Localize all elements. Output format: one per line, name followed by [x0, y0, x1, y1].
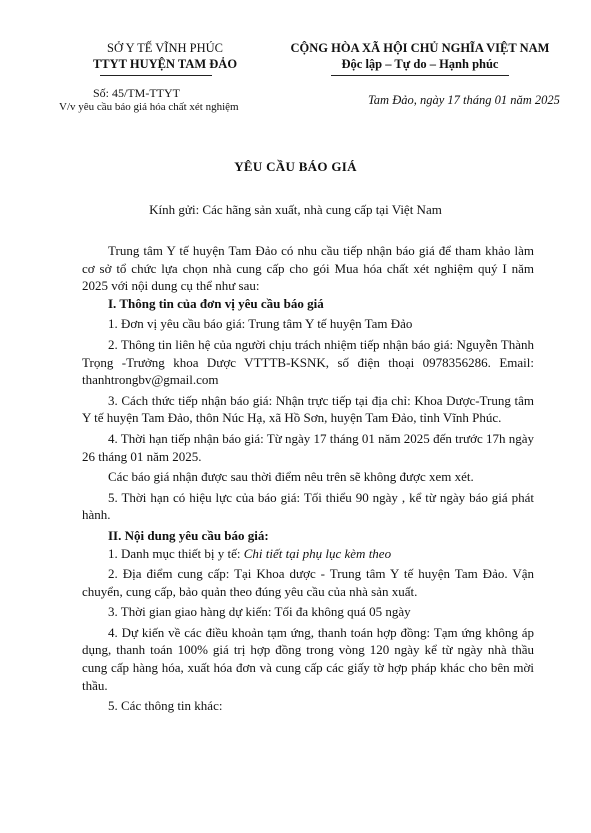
section-2-item-1-label: 1. Danh mục thiết bị y tế: — [108, 545, 244, 561]
document-date: Tam Đảo, ngày 17 tháng 01 năm 2025 — [368, 93, 560, 107]
section-2-item-5: 5. Các thông tin khác: — [108, 698, 223, 714]
section-1-item-4: 4. Thời hạn tiếp nhận báo giá: Từ ngày 17 tháng 01 năm 2025 đến trước 17h ngày 26 tháng 01 năm 2025. — [82, 430, 534, 464]
department-name: SỞ Y TẾ VĨNH PHÚC — [107, 41, 223, 55]
section-1-item-3: 3. Cách thức tiếp nhận báo giá: Nhận trực tiếp tại địa chỉ: Khoa Dược-Trung tâm Y tế huyện Tam Đảo, thôn Núc Hạ, xã Hồ Sơn, huyện Tam Đảo, tỉnh Vĩnh Phúc. — [82, 392, 534, 426]
document-title: YÊU CẦU BÁO GIÁ — [234, 159, 357, 174]
national-motto: Độc lập – Tự do – Hạnh phúc — [341, 57, 499, 71]
intro-paragraph: Trung tâm Y tế huyện Tam Đảo có nhu cầu tiếp nhận báo giá để tham khảo làm cơ sở tổ chức lựa chọn nhà cung cấp cho gói Mua hóa chất xét nghiệm quý I năm 2025 với nội dung cụ thể như sau: — [82, 243, 534, 294]
motto-underline — [331, 75, 509, 76]
document-number: Số: 45/TM-TTYT — [93, 86, 180, 100]
section-2-item-1 — [82, 545, 534, 563]
recipient-line: Kính gửi: Các hãng sản xuất, nhà cung cấp tại Việt Nam — [149, 202, 442, 217]
section-1-note: Các báo giá nhận được sau thời điểm nêu trên sẽ không được xem xét. — [108, 469, 474, 485]
issuer-block — [60, 40, 270, 72]
document-body — [82, 242, 534, 715]
issuer-underline — [100, 75, 212, 76]
section-1-item-2: 2. Thông tin liên hệ của người chịu trách nhiệm tiếp nhận báo giá: Nguyễn Thành Trọng -Trưởng khoa Dược VTTTB-KSNK, số điện thoại 0978356286. Email: thanhtrongbv@gmail.com — [82, 336, 534, 388]
center-name: TTYT HUYỆN TAM ĐẢO — [92, 57, 238, 71]
section-1-heading: I. Thông tin của đơn vị yêu cầu báo giá — [108, 295, 324, 311]
nation-name: CỘNG HÒA XÃ HỘI CHỦ NGHĨA VIỆT NAM — [290, 41, 550, 55]
section-2-item-1-value: Chi tiết tại phụ lục kèm theo — [243, 545, 392, 561]
section-1-item-1: 1. Đơn vị yêu cầu báo giá: Trung tâm Y tế huyện Tam Đảo — [108, 316, 413, 332]
document-subject: V/v yêu cầu báo giá hóa chất xét nghiệm — [59, 101, 239, 113]
section-2-item-2: 2. Địa điểm cung cấp: Tại Khoa dược - Trung tâm Y tế huyện Tam Đảo. Vận chuyển, cung cấp, bảo quản theo đúng yêu cầu của nhà sản xuất. — [82, 566, 534, 599]
section-2-heading: II. Nội dung yêu cầu báo giá: — [108, 527, 269, 543]
national-header — [270, 40, 570, 72]
section-2-item-3: 3. Thời gian giao hàng dự kiến: Tối đa không quá 05 ngày — [108, 604, 411, 620]
section-1-item-5: 5. Thời hạn có hiệu lực của báo giá: Tối thiểu 90 ngày , kể từ ngày báo giá phát hành. — [82, 489, 534, 523]
section-2-item-4: 4. Dự kiến về các điều khoản tạm ứng, thanh toán hợp đồng: Tạm ứng không áp dụng, thanh toán 100% giá trị hợp đồng trong vòng 120 ngày kể từ ngày nhà thầu cung cấp hàng hóa, xuất hóa đơn và cung cấp các giấy tờ hợp pháp khác cho bên mời thầu. — [82, 624, 534, 693]
